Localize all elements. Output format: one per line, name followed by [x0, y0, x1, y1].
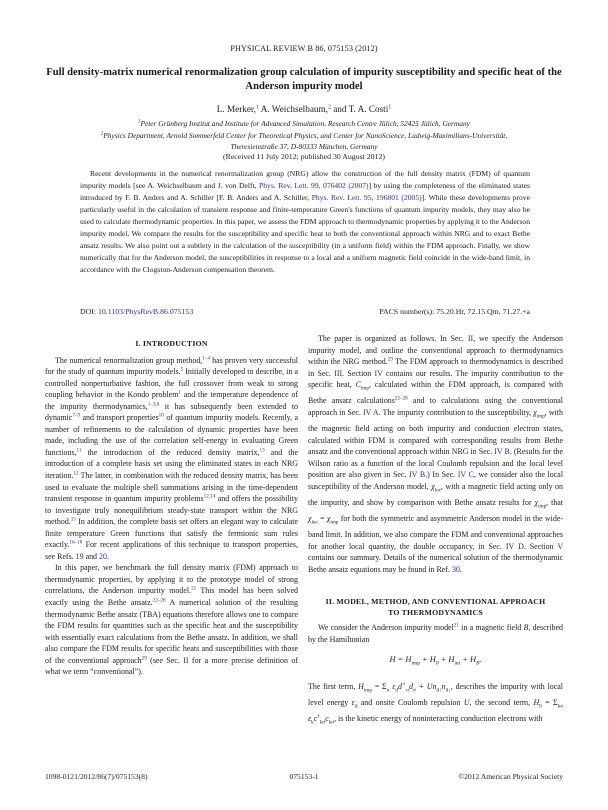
hamiltonian-description: The first term, $H_{imp} = \Sigma_\sigma$ $\varepsilon_dd^\dagger_\sigma d_\sigma + Un_{d↑}n_{d↓}$, describes the impurity with local level energy $\varepsilon_d$ and onsite Coulomb repulsion U, the second term, $H_0 = \Sigma_{k\sigma}$ $\varepsilon_kc^\dagger_{k\sigma}c_{k\sigma}$, is the kinetic energy of noninteracting conduction electrons with	[308, 681, 563, 726]
section-link[interactable]: IV B	[494, 447, 510, 457]
organization-paragraph: The paper is organized as follows. In Sec. II, we specify the Anderson impurity model, and outline the conventional approach to thermodynamics within the NRG method.$^{29}$ The FDM approach to thermodynamics is described in Sec. III. Section IV contains our results. The impurity contribution to the specific heat, $C_{imp}$, calculated within the FDM approach, is compared with Bethe ansatz calculations$^{22-28}$ and to calculations using the conventional approach in Sec. IV A. The impurity contribution to the susceptibility, $\chi_{imp}$, with the magnetic field acting on both impurity and conduction electron states, calculated within FDM is compared with corresponding results from Bethe ansatz and the conventional approach within NRG in Sec. IV B. (Results for the Wilson ratio as a function of the local Coulomb repulsion and the local level position are also given in Sec. IV B.) In Sec. IV C, we consider also the local susceptibility of the Anderson model, $\chi_{loc}$, with a magnetic field acting only on the impurity, and show by comparison with Bethe ansatz results for $\chi_{imp}$, that $\chi_{loc} = \chi_{imp}$ for both the symmetric and asymmetric Anderson model in the wide-band limit. In addition, we also compare the FDM and conventional approaches for another local quantity, the double occupancy, in Sec. IV D. Section V contains our summary. Details of the numerical solution of the thermodynamic Bethe ansatz equations may be found in Ref. 30.	[308, 334, 564, 574]
ref-link[interactable]: 1–4	[202, 355, 211, 362]
ref-link[interactable]: 11	[76, 447, 82, 454]
section-link[interactable]: IV C	[457, 470, 474, 480]
abstract: Recent developments in the numerical renormalization group (NRG) allow the construction of the full density matrix (FDM) of quantum impurity models [see A. Weichselbaum and J. von Delft, Phys. Rev. Lett. 99, 076402 (2007)] by using the completeness of the eliminated states introduced by F. B. Anders and A. Schiller [F. B. Anders and A. Schiller, Phys. Rev. Lett. 95, 196801 (2005)]. While these developments prove particularly useful in the calculation of transient response and finite-temperature Green's functions of quantum impurity models, they may also be used to calculate thermodynamic properties. In this paper, we assess the FDM approach to thermodynamic properties by applying it to the Anderson impurity model. We compare the results for the susceptibility and specific heat to both the conventional approach within NRG and to exact Bethe ansatz results. We also point out a subtlety in the calculation of the susceptibility (in a uniform field) within the FDM approach. Finally, we show numerically that for the Anderson model, the susceptibilities in response to a local and a uniform magnetic field coincide in the wide-band limit, in accordance with the Clogston-Anderson compensation theorem.	[80, 169, 531, 274]
ref-link[interactable]: 21	[453, 622, 459, 629]
hamiltonian-equation: $H = H_{imp} + H_0 + H_{int} + H_B$.	[389, 655, 482, 668]
footer-page-number: 075153-1	[289, 772, 319, 781]
author-list	[0, 104, 608, 114]
ref-link[interactable]: 22–28	[152, 597, 166, 604]
doi-link[interactable]: 10.1103/PhysRevB.86.075153	[97, 307, 194, 316]
footer-copyright: ©2012 American Physical Society	[458, 772, 563, 781]
section-link[interactable]: IV	[374, 368, 383, 378]
affiliation-2: $^2$Physics Department, Arnold Sommerfeld Center for Theoretical Physics, and Center for NanoScience, Ludwig-Maximilians-Universität,	[100, 131, 508, 140]
affiliation-link[interactable]: 1	[388, 104, 392, 111]
paper-title: Full density-matrix numerical renormalization group calculation of impurity susceptibility and specific heat of the Anderson impurity model	[46, 67, 562, 92]
section-link[interactable]: IV B	[409, 470, 426, 480]
ref-link[interactable]: 29	[141, 655, 147, 662]
footer-issn: 1098-0121/2012/86(7)/075153(8)	[45, 772, 148, 781]
ref-link[interactable]: 21	[191, 585, 197, 592]
author-name: L. Merker,	[216, 104, 256, 114]
intro-paragraph-1: The numerical renormalization group method,$^{1-4}$ has proven very successful for the study of quantum impurity models.$^5$ Initially developed to describe, in a controlled nonperturbative fashion, the full crossover from weak to strong coupling behavior in the Kondo problem$^1$ and the temperature dependence of the impurity thermodynamics,$^{1-3,6}$ it has subsequently been extended to dynamic$^{7-9}$ and transport properties$^{10}$ of quantum impurity models. Recently, a number of refinements to the calculation of dynamic properties have been made, including the use of the correlation self-energy in evaluating Green functions,$^{11}$ the introduction of the reduced density matrix,$^{13}$ and the introduction of a complete basis set using the eliminated states in each NRG iteration.$^{12}$ The latter, in combination with the reduced density matrix, has been used to evaluate the multiple shell summations arising in the time-dependent transient response in quantum impurity problems$^{12,14}$ and offers the possibility to investigate truly nonequilibrium steady-state transport within the NRG method.$^{15}$ In addition, the complete basis set offers an elegant way to calculate finite temperature Green functions that satisfy the fermionic sum rules exactly.$^{16-18}$ For recent applications of this technique to transport properties, see Refs. 19 and 20.	[45, 355, 299, 561]
ref-link[interactable]: 12	[73, 470, 79, 477]
affiliation-2-address: Theresienstraße 37, D-80333 München, Germany	[230, 142, 378, 151]
model-paragraph: We consider the Anderson impurity model$^{21}$ in a magnetic field B, described by the Hamiltonian	[308, 622, 563, 644]
ref-link[interactable]: 5	[180, 366, 184, 373]
section-link[interactable]: IV A	[362, 407, 379, 417]
ref-link[interactable]: 20	[99, 551, 107, 561]
citation-link[interactable]: Phys. Rev. Lett. 99, 076402 (2007)	[259, 180, 369, 190]
section-heading-introduction: I. INTRODUCTION	[135, 339, 208, 348]
section-link[interactable]: IV D	[505, 541, 524, 551]
section-heading-model: II. MODEL, METHOD, AND CONVENTIONAL APPROACH TO THERMODYNAMICS	[325, 597, 546, 618]
ref-link[interactable]: 30	[451, 564, 460, 574]
ref-link[interactable]: 22–28	[394, 395, 408, 402]
left-column	[45, 338, 298, 678]
section-link[interactable]: III	[334, 368, 343, 378]
ref-link[interactable]: 10	[158, 412, 164, 419]
section-link[interactable]: II	[467, 334, 474, 343]
ref-link[interactable]: 12,14	[203, 493, 216, 500]
intro-paragraph-2: In this paper, we benchmark the full density matrix (FDM) approach to thermodynamic properties, by applying it to the prototype model of strong correlations, the Anderson impurity model.$^{21}$ This model has been solved exactly using the Bethe ansatz.$^{22-28}$ A numerical solution of the resulting thermodynamic Bethe ansatz (TBA) equations therefore allows one to compare the FDM results for quantities such as the specific heat and the susceptibility with essentially exact calculations from the Bethe ansatz. In addition, we shall also compare the FDM results for specific heats and susceptibilities with those of the conventional approach$^{29}$ (see Sec. II for a more precise definition of what we term “conventional”).	[45, 563, 298, 677]
ref-link[interactable]: 7–9	[72, 412, 81, 419]
section-link[interactable]: V	[557, 541, 563, 551]
affiliation-link[interactable]: 2	[327, 104, 331, 111]
received-date: (Received 11 July 2012; published 30 August 2012)	[223, 152, 385, 161]
affiliation-link[interactable]: 1	[255, 104, 259, 111]
citation-link[interactable]: Phys. Rev. Lett. 95, 196801 (2005)	[311, 192, 422, 202]
section-link[interactable]: II	[183, 655, 189, 665]
journal-header: PHYSICAL REVIEW B 86, 075153 (2012)	[230, 44, 378, 53]
ref-link[interactable]: 1	[178, 389, 181, 396]
ref-link[interactable]: 16–18	[69, 539, 83, 546]
author-name: and T. A. Costi	[333, 104, 389, 114]
affiliation-1: $^1$Peter Grünberg Institut and Institute for Advanced Simulation, Research Centre Jülich, 52425 Jülich, Germany	[138, 119, 470, 128]
ref-link[interactable]: 19	[75, 551, 84, 561]
ref-link[interactable]: 29	[387, 356, 393, 363]
ref-link[interactable]: 1–3,6	[147, 401, 160, 408]
ref-link[interactable]: 13	[259, 447, 265, 454]
right-column	[308, 333, 563, 729]
pacs-numbers: PACS number(s): 75.20.Hr, 72.15.Qm, 71.27.+a	[379, 307, 530, 316]
ref-link[interactable]: 15	[70, 516, 76, 523]
author-name: A. Weichselbaum,	[260, 104, 328, 114]
doi: DOI: 10.1103/PhysRevB.86.075153	[80, 307, 194, 316]
